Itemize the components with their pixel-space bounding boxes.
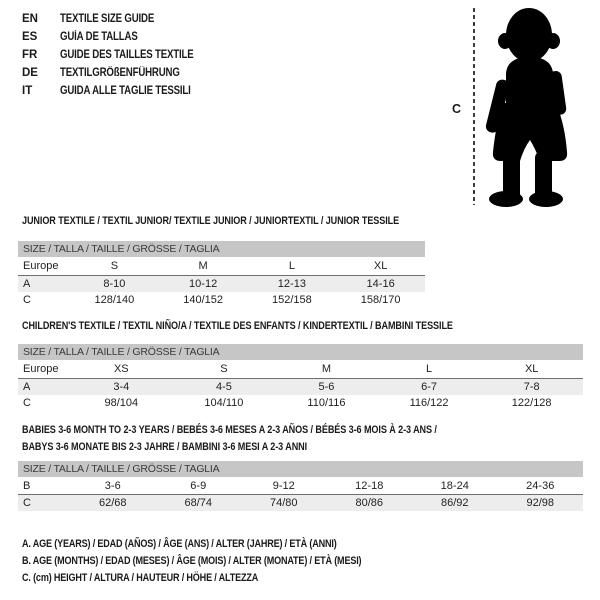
babies-table-title-line2: BABYS 3-6 MONATE BIS 2-3 JAHRE / BAMBINI 3-6 MESI A 2-3 ANNI (22, 441, 308, 453)
language-code: DE (22, 67, 38, 79)
language-label: GUIDA ALLE TAGLIE TESSILI (60, 85, 191, 97)
value-cell: 8-10 (103, 278, 126, 290)
header-cell: L (288, 260, 295, 272)
header-cell: S (110, 260, 119, 272)
row-label: C (23, 497, 31, 509)
header-cell: XL (373, 260, 388, 272)
toddler-silhouette-icon (479, 3, 597, 210)
size-header-bar: SIZE / TALLA / TAILLE / GRÖSSE / TAGLIA (18, 461, 583, 477)
language-code: EN (22, 13, 38, 25)
junior-table-title: JUNIOR TEXTILE / TEXTIL JUNIOR/ TEXTILE JUNIOR / JUNIORTEXTIL / JUNIOR TESSILE (22, 215, 400, 227)
row-label: B (23, 480, 31, 492)
value-cell: 14-16 (366, 278, 395, 290)
language-label: GUÍA DE TALLAS (60, 31, 138, 43)
children-table-title: CHILDREN'S TEXTILE / TEXTIL NIÑO/A / TEXTILE DES ENFANTS / KINDERTEXTIL / BAMBINI TESSILE (22, 320, 453, 332)
junior-size-table (18, 241, 425, 308)
value-cell: 74/80 (269, 497, 298, 509)
children-size-table (18, 344, 583, 411)
value-cell: 98/104 (104, 397, 139, 409)
value-cell: 12-13 (277, 278, 306, 290)
header-cell: Europe (23, 363, 59, 375)
language-list (22, 10, 219, 100)
row-label: C (23, 294, 31, 306)
header-cell: XL (524, 363, 539, 375)
babies-table-title-line1: BABIES 3-6 MONTH TO 2-3 YEARS / BEBÉS 3-6 MESES A 2-3 AÑOS / BÉBÉS 3-6 MOIS À 2-3 ANS / (22, 424, 437, 436)
language-row (22, 10, 219, 28)
value-cell: 9-12 (272, 480, 295, 492)
height-measure-dashed-line (473, 8, 475, 205)
footnote-legend (22, 536, 426, 587)
value-cell: 116/122 (409, 397, 449, 409)
language-label: TEXTILGRÖßENFÜHRUNG (60, 67, 180, 79)
table-row (18, 495, 583, 511)
value-cell: 152/158 (271, 294, 312, 306)
footnote-a: A. AGE (YEARS) / EDAD (AÑOS) / ÂGE (ANS) / ALTER (JAHRE) / ETÀ (ANNI) (22, 538, 337, 550)
table-row (18, 379, 583, 395)
value-cell: 10-12 (189, 278, 218, 290)
value-cell: 12-18 (355, 480, 384, 492)
value-cell: 7-8 (523, 381, 540, 393)
size-header-bar: SIZE / TALLA / TAILLE / GRÖSSE / TAGLIA (18, 241, 425, 257)
value-cell: 68/74 (184, 497, 213, 509)
row-label: A (23, 381, 31, 393)
language-label: TEXTILE SIZE GUIDE (60, 13, 155, 25)
value-cell: 62/68 (98, 497, 127, 509)
language-row (22, 82, 219, 100)
value-cell: 158/170 (360, 294, 401, 306)
table-header-row (18, 258, 425, 276)
value-cell: 5-6 (318, 381, 335, 393)
header-cell: S (220, 363, 228, 375)
table-row (18, 395, 583, 411)
table-row (18, 292, 425, 308)
header-cell: Europe (23, 260, 59, 272)
value-cell: 86/92 (440, 497, 469, 509)
table-row (18, 276, 425, 292)
header-cell: XS (113, 363, 129, 375)
header-cell: L (426, 363, 433, 375)
language-row (22, 28, 219, 46)
language-label: GUIDE DES TAILLES TEXTILE (60, 49, 194, 61)
language-code: FR (22, 49, 38, 61)
height-marker-label: C (452, 102, 462, 116)
table-row (18, 478, 583, 495)
value-cell: 122/128 (511, 397, 552, 409)
value-cell: 6-9 (190, 480, 207, 492)
value-cell: 110/116 (307, 397, 346, 409)
footnote-c: C. (cm) HEIGHT / ALTURA / HAUTEUR / HÖHE / ALTEZZA (22, 572, 259, 584)
footnote-b: B. AGE (MONTHS) / EDAD (MESES) / ÂGE (MOIS) / ALTER (MONATE) / ETÀ (MESI) (22, 555, 362, 567)
value-cell: 3-4 (113, 381, 130, 393)
language-row (22, 46, 219, 64)
value-cell: 140/152 (183, 294, 223, 306)
value-cell: 92/98 (526, 497, 555, 509)
language-code: IT (22, 85, 33, 97)
row-label: A (23, 278, 31, 290)
header-cell: M (321, 363, 332, 375)
value-cell: 4-5 (215, 381, 232, 393)
value-cell: 6-7 (421, 381, 438, 393)
row-label: C (23, 397, 31, 409)
language-code: ES (22, 31, 38, 43)
value-cell: 104/110 (204, 397, 244, 409)
table-header-row (18, 361, 583, 379)
babies-size-table (18, 461, 583, 511)
value-cell: 18-24 (440, 480, 469, 492)
value-cell: 128/140 (94, 294, 135, 306)
value-cell: 3-6 (104, 480, 121, 492)
value-cell: 80/86 (355, 497, 384, 509)
value-cell: 24-36 (526, 480, 555, 492)
header-cell: M (198, 260, 208, 272)
size-header-bar: SIZE / TALLA / TAILLE / GRÖSSE / TAGLIA (18, 344, 583, 360)
language-row (22, 64, 219, 82)
